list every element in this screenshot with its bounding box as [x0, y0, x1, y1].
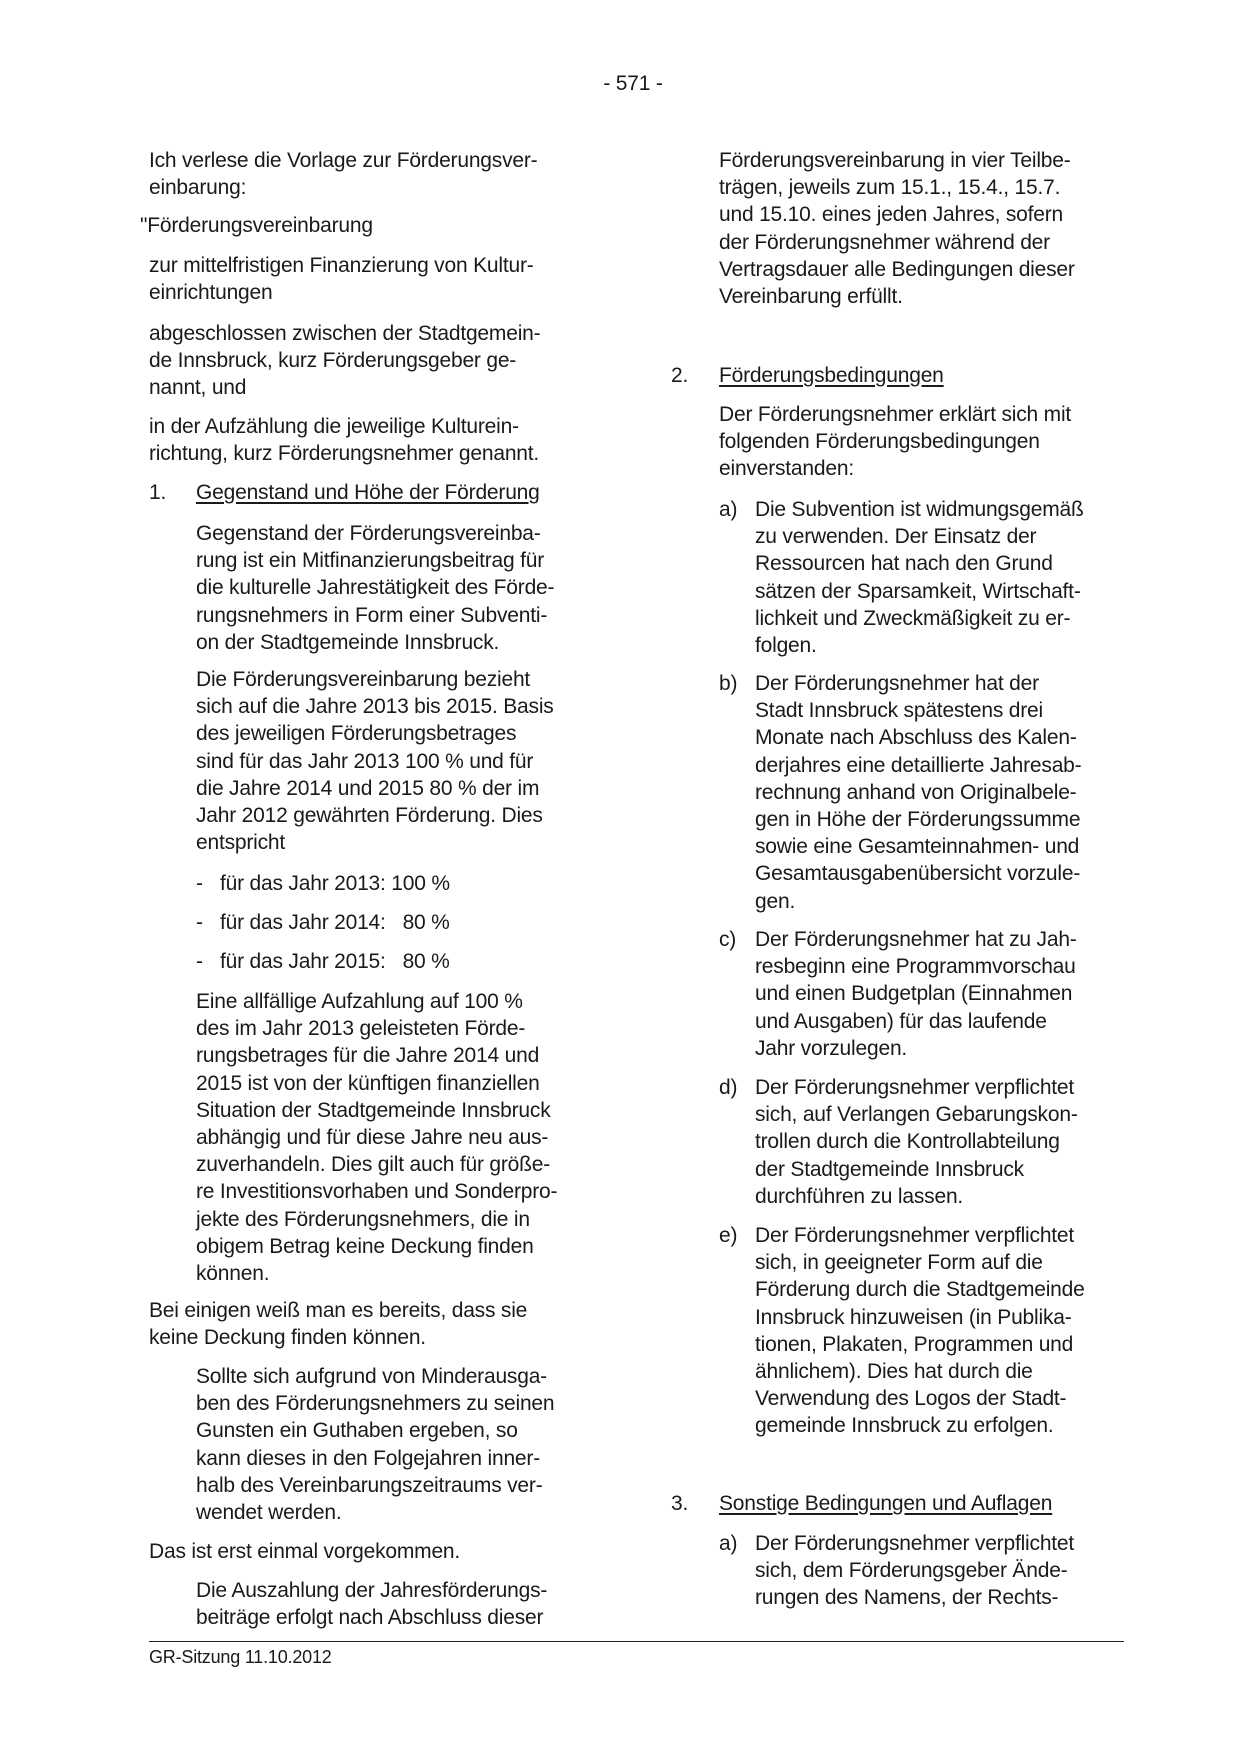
list-marker: e): [719, 1224, 738, 1247]
text-line: richtung, kurz Förderungsnehmer genannt.: [149, 442, 540, 466]
text-line: "Förderungsvereinbarung: [140, 214, 373, 237]
text-line: keine Deckung finden können.: [149, 1326, 426, 1350]
text-line: Gegenstand der Förderungsvereinba-: [196, 522, 541, 545]
page-number: - 571 -: [603, 72, 663, 95]
text-line: Der Förderungsnehmer verpflichtet: [755, 1532, 1075, 1555]
text-line: und 15.10. eines jeden Jahres, sofern: [719, 203, 1064, 227]
list-item: [755, 1222, 1085, 1440]
text-line: folgenden Förderungsbedingungen: [719, 430, 1040, 454]
text-line: sich, dem Förderungsgeber Ände-: [755, 1559, 1068, 1583]
text-line: einrichtungen: [149, 281, 273, 305]
text-line: in der Aufzählung die jeweilige Kulturein-: [149, 415, 519, 438]
list-item: [755, 1530, 1074, 1612]
paragraph: [196, 1363, 554, 1526]
list-marker: 1.: [149, 481, 167, 504]
text-line: re Investitionsvorhaben und Sonderpro-: [196, 1180, 558, 1204]
list-marker: a): [719, 1532, 738, 1555]
text-line: abhängig und für diese Jahre neu aus-: [196, 1125, 549, 1149]
text-line: der Stadtgemeinde Innsbruck: [755, 1157, 1024, 1181]
text-line: Der Förderungsnehmer hat der: [755, 672, 1039, 695]
list-marker: 2.: [671, 364, 689, 387]
list-item: [755, 1074, 1078, 1210]
text-line: obigem Betrag keine Deckung finden: [196, 1234, 534, 1258]
text-line: ben des Förderungsnehmers zu seinen: [196, 1392, 555, 1416]
text-line: jekte des Förderungsnehmers, die in: [196, 1207, 530, 1231]
text-line: zur mittelfristigen Finanzierung von Kultur-: [149, 254, 534, 277]
text-line: des jeweiligen Förderungsbetrages: [196, 722, 517, 746]
paragraph: [149, 1297, 527, 1351]
text-line: Gegenstand und Höhe der Förderung: [196, 481, 540, 504]
text-line: Verwendung des Logos der Stadt-: [755, 1387, 1067, 1411]
text-line: gen.: [755, 889, 796, 913]
text-line: und einen Budgetplan (Einnahmen: [755, 982, 1073, 1006]
text-line: kann dieses in den Folgejahren inner-: [196, 1446, 540, 1470]
paragraph: [149, 413, 539, 467]
text-line: der Förderungsnehmer während der: [719, 230, 1050, 254]
text-line: Förderung durch die Stadtgemeinde: [755, 1278, 1085, 1302]
text-line: durchführen zu lassen.: [755, 1184, 964, 1208]
text-line: die Jahre 2014 und 2015 80 % der im: [196, 776, 540, 800]
text-line: resbeginn eine Programmvorschau: [755, 955, 1076, 979]
text-line: Bei einigen weiß man es bereits, dass sie: [149, 1299, 528, 1322]
text-line: 2015 ist von der künftigen finanziellen: [196, 1071, 540, 1095]
text-line: Jahr vorzulegen.: [755, 1036, 908, 1060]
text-line: Förderungsbedingungen: [719, 364, 944, 387]
list-item: [220, 870, 450, 897]
text-line: ähnlichem). Dies hat durch die: [755, 1359, 1033, 1383]
section-heading: [719, 362, 944, 389]
text-line: entspricht: [196, 831, 286, 855]
section-heading: [196, 479, 540, 506]
text-line: sind für das Jahr 2013 100 % und für: [196, 749, 534, 773]
text-line: sätzen der Sparsamkeit, Wirtschaft-: [755, 579, 1081, 603]
list-marker: -: [196, 872, 203, 895]
text-line: Der Förderungsnehmer verpflichtet: [755, 1076, 1075, 1099]
list-marker: a): [719, 498, 738, 521]
section-heading: [719, 1490, 1052, 1517]
text-line: für das Jahr 2015: 80 %: [220, 950, 450, 973]
text-line: Gesamtausgabenübersicht vorzule-: [755, 862, 1081, 886]
text-line: nannt, und: [149, 376, 247, 400]
text-line: und Ausgaben) für das laufende: [755, 1009, 1047, 1033]
text-line: zuverhandeln. Dies gilt auch für größe-: [196, 1153, 551, 1177]
footer-divider: [149, 1641, 1124, 1642]
list-item: [220, 909, 450, 936]
footer-text: GR-Sitzung 11.10.2012: [149, 1647, 332, 1667]
text-line: Sollte sich aufgrund von Minderausga-: [196, 1365, 547, 1388]
text-line: für das Jahr 2013: 100 %: [220, 872, 450, 895]
text-line: rungsnehmers in Form einer Subventi-: [196, 603, 548, 627]
text-line: Ich verlese die Vorlage zur Förderungsver-: [149, 149, 538, 172]
paragraph: [196, 666, 554, 856]
list-marker: c): [719, 928, 737, 951]
paragraph: [719, 401, 1071, 483]
paragraph: [196, 988, 557, 1287]
text-line: sowie eine Gesamteinnahmen- und: [755, 835, 1080, 859]
text-line: de Innsbruck, kurz Förderungsgeber ge-: [149, 349, 517, 373]
text-line: Jahr 2012 gewährten Förderung. Dies: [196, 803, 543, 827]
text-line: für das Jahr 2014: 80 %: [220, 911, 450, 934]
text-line: Das ist erst einmal vorgekommen.: [149, 1540, 461, 1563]
text-line: Stadt Innsbruck spätestens drei: [755, 699, 1043, 723]
text-line: Die Förderungsvereinbarung bezieht: [196, 668, 531, 691]
text-line: folgen.: [755, 633, 817, 657]
text-line: Ressourcen hat nach den Grund: [755, 552, 1053, 576]
text-line: Vertragsdauer alle Bedingungen dieser: [719, 257, 1075, 281]
text-line: sich, auf Verlangen Gebarungskon-: [755, 1103, 1078, 1127]
text-line: lichkeit und Zweckmäßigkeit zu er-: [755, 606, 1071, 630]
list-item: [755, 670, 1081, 915]
text-line: des im Jahr 2013 geleisteten Förde-: [196, 1017, 526, 1041]
paragraph: [196, 1577, 547, 1631]
text-line: Eine allfällige Aufzahlung auf 100 %: [196, 990, 523, 1013]
text-line: Innsbruck hinzuweisen (in Publika-: [755, 1305, 1072, 1329]
text-line: Sonstige Bedingungen und Auflagen: [719, 1492, 1053, 1515]
text-line: sich, in geeigneter Form auf die: [755, 1251, 1043, 1275]
paragraph: [719, 147, 1075, 310]
paragraph: [149, 147, 537, 201]
text-line: trollen durch die Kontrollabteilung: [755, 1130, 1060, 1154]
list-marker: d): [719, 1076, 738, 1099]
text-line: Situation der Stadtgemeinde Innsbruck: [196, 1098, 551, 1122]
text-line: Gunsten ein Guthaben ergeben, so: [196, 1419, 518, 1443]
list-marker: -: [196, 911, 203, 934]
text-line: gemeinde Innsbruck zu erfolgen.: [755, 1414, 1054, 1438]
paragraph: [149, 252, 534, 306]
text-line: rechnung anhand von Originalbele-: [755, 780, 1077, 804]
text-line: Der Förderungsnehmer verpflichtet: [755, 1224, 1075, 1247]
text-line: einbarung:: [149, 176, 247, 200]
text-line: Die Auszahlung der Jahresförderungs-: [196, 1579, 548, 1602]
text-line: Die Subvention ist widmungsgemäß: [755, 498, 1084, 521]
paragraph: [149, 320, 540, 402]
text-line: sich auf die Jahre 2013 bis 2015. Basis: [196, 695, 554, 719]
text-line: die kulturelle Jahrestätigkeit des Förde-: [196, 576, 555, 600]
text-line: derjahres eine detaillierte Jahresab-: [755, 753, 1082, 777]
text-line: zu verwenden. Der Einsatz der: [755, 525, 1037, 549]
text-line: gen in Höhe der Förderungssumme: [755, 807, 1081, 831]
text-line: einverstanden:: [719, 457, 854, 481]
list-marker: -: [196, 950, 203, 973]
text-line: Monate nach Abschluss des Kalen-: [755, 726, 1077, 750]
text-line: on der Stadtgemeinde Innsbruck.: [196, 630, 500, 654]
text-line: abgeschlossen zwischen der Stadtgemein-: [149, 322, 541, 345]
text-line: wendet werden.: [196, 1500, 342, 1524]
text-line: Vereinbarung erfüllt.: [719, 284, 903, 308]
list-marker: 3.: [671, 1492, 689, 1515]
list-marker: b): [719, 672, 738, 695]
text-line: rungsbetrages für die Jahre 2014 und: [196, 1044, 540, 1068]
paragraph: [149, 1538, 460, 1565]
list-item: [220, 948, 450, 975]
text-line: beiträge erfolgt nach Abschluss dieser: [196, 1606, 544, 1630]
text-line: Der Förderungsnehmer erklärt sich mit: [719, 403, 1072, 426]
text-line: Förderungsvereinbarung in vier Teilbe-: [719, 149, 1071, 172]
paragraph: [140, 212, 373, 239]
list-item: [755, 926, 1077, 1062]
list-item: [755, 496, 1084, 659]
text-line: können.: [196, 1261, 270, 1285]
text-line: tionen, Plakaten, Programmen und: [755, 1332, 1074, 1356]
text-line: trägen, jeweils zum 15.1., 15.4., 15.7.: [719, 176, 1061, 200]
text-line: rungen des Namens, der Rechts-: [755, 1586, 1059, 1610]
paragraph: [196, 520, 554, 656]
text-line: halb des Vereinbarungszeitraums ver-: [196, 1473, 543, 1497]
text-line: Der Förderungsnehmer hat zu Jah-: [755, 928, 1077, 951]
text-line: rung ist ein Mitfinanzierungsbeitrag für: [196, 549, 545, 573]
